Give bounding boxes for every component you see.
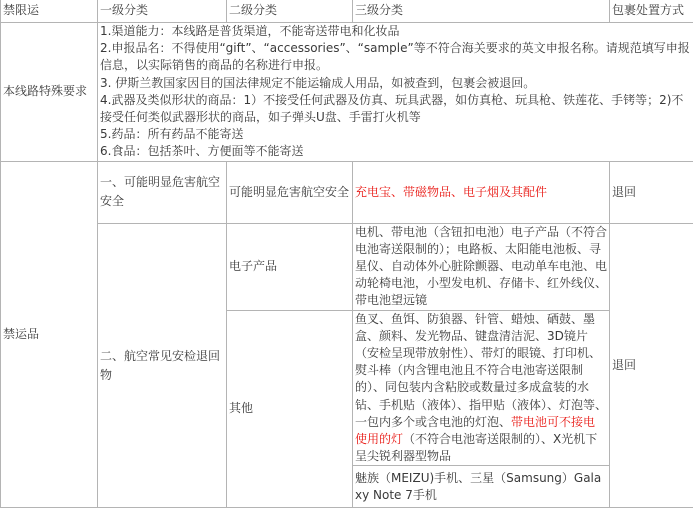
level1-aviation-hazard: 一、可能明显危害航空安全 (98, 161, 227, 223)
header-level3: 三级分类 (353, 0, 610, 23)
requirement-5: 5.药品：所有药品不能寄送 (100, 126, 691, 143)
level3-other-part2: （不符合电池寄送限制的）、X光机下呈尖锐利器型物品 (355, 432, 597, 463)
prohibited-row-1 (1, 161, 693, 223)
header-restriction: 禁限运 (1, 0, 98, 23)
special-requirements-row (1, 23, 693, 162)
header-action: 包裹处置方式 (610, 0, 693, 23)
prohibited-label: 禁运品 (1, 161, 98, 508)
special-requirements-content (98, 23, 693, 162)
header-level2: 二级分类 (227, 0, 353, 23)
header-level1: 一级分类 (98, 0, 227, 23)
requirement-4: 4.武器及类似形状的商品：1）不接受任何武器及仿真、玩具武器，如仿真枪、玩具枪、铁莲花、手铐等；2)不接受任何类似武器形状的商品，如子弹头U盘、手雷打火机等 (100, 92, 691, 126)
requirement-2: 2.申报品名：不得使用“gift”、“accessories”、“sample”等不符合海关要求的英文申报名称。请规范填写申报信息，以实际销售的商品的名称进行申报。 (100, 40, 691, 74)
level2-aviation-hazard: 可能明显危害航空安全 (227, 161, 353, 223)
prohibited-row-2 (1, 223, 693, 310)
requirement-1: 1.渠道能力：本线路是普货渠道，不能寄送带电和化妆品 (100, 23, 691, 40)
requirement-3: 3. 伊斯兰教国家因目的国法律规定不能运输成人用品，如被查到，包裹会被退回。 (100, 75, 691, 92)
level3-other-part1: 鱼叉、鱼饵、防狼器、针管、蜡烛、硒鼓、墨盒、颜料、发光物品、键盘清洁泥、3D镜片（安检呈现带放射性）、带灯的眼镜、打印机、熨斗棒（内含锂电池且不符合电池寄送限制的）、同包装内含粘胶或数量过多成盒装的水钻、手机贴（液体）、指甲贴（液体）、灯泡等、一包内多个或含电池的灯泡、 (355, 312, 607, 429)
level3-aviation-hazard: 充电宝、带磁物品、电子烟及其配件 (353, 161, 610, 223)
action-aviation-hazard: 退回 (610, 161, 693, 223)
requirement-6: 6.食品：包括茶叶、方便面等不能寄送 (100, 143, 691, 160)
header-row (1, 0, 693, 23)
level3-other (353, 310, 610, 466)
level3-phones: 魅族（MEIZU)手机、三星（Samsung）Galaxy Note 7手机 (353, 466, 610, 508)
special-requirements-label: 本线路特殊要求 (1, 23, 98, 162)
level3-other-highlight: 带电池可不接电使用的灯 (355, 415, 595, 446)
level2-electronics: 电子产品 (227, 223, 353, 310)
level3-electronics: 电机、带电池（含钮扣电池）电子产品（不符合电池寄送限制的）；电路板、太阳能电池板、寻星仪、自动体外心脏除颤器、电动单车电池、电动轮椅电池，小型发电机、存储卡、红外线仪、带电池望远镜 (353, 223, 610, 310)
action-security-returns: 退回 (610, 223, 693, 508)
level2-other: 其他 (227, 310, 353, 508)
level1-security-returns: 二、航空常见安检退回物 (98, 223, 227, 508)
